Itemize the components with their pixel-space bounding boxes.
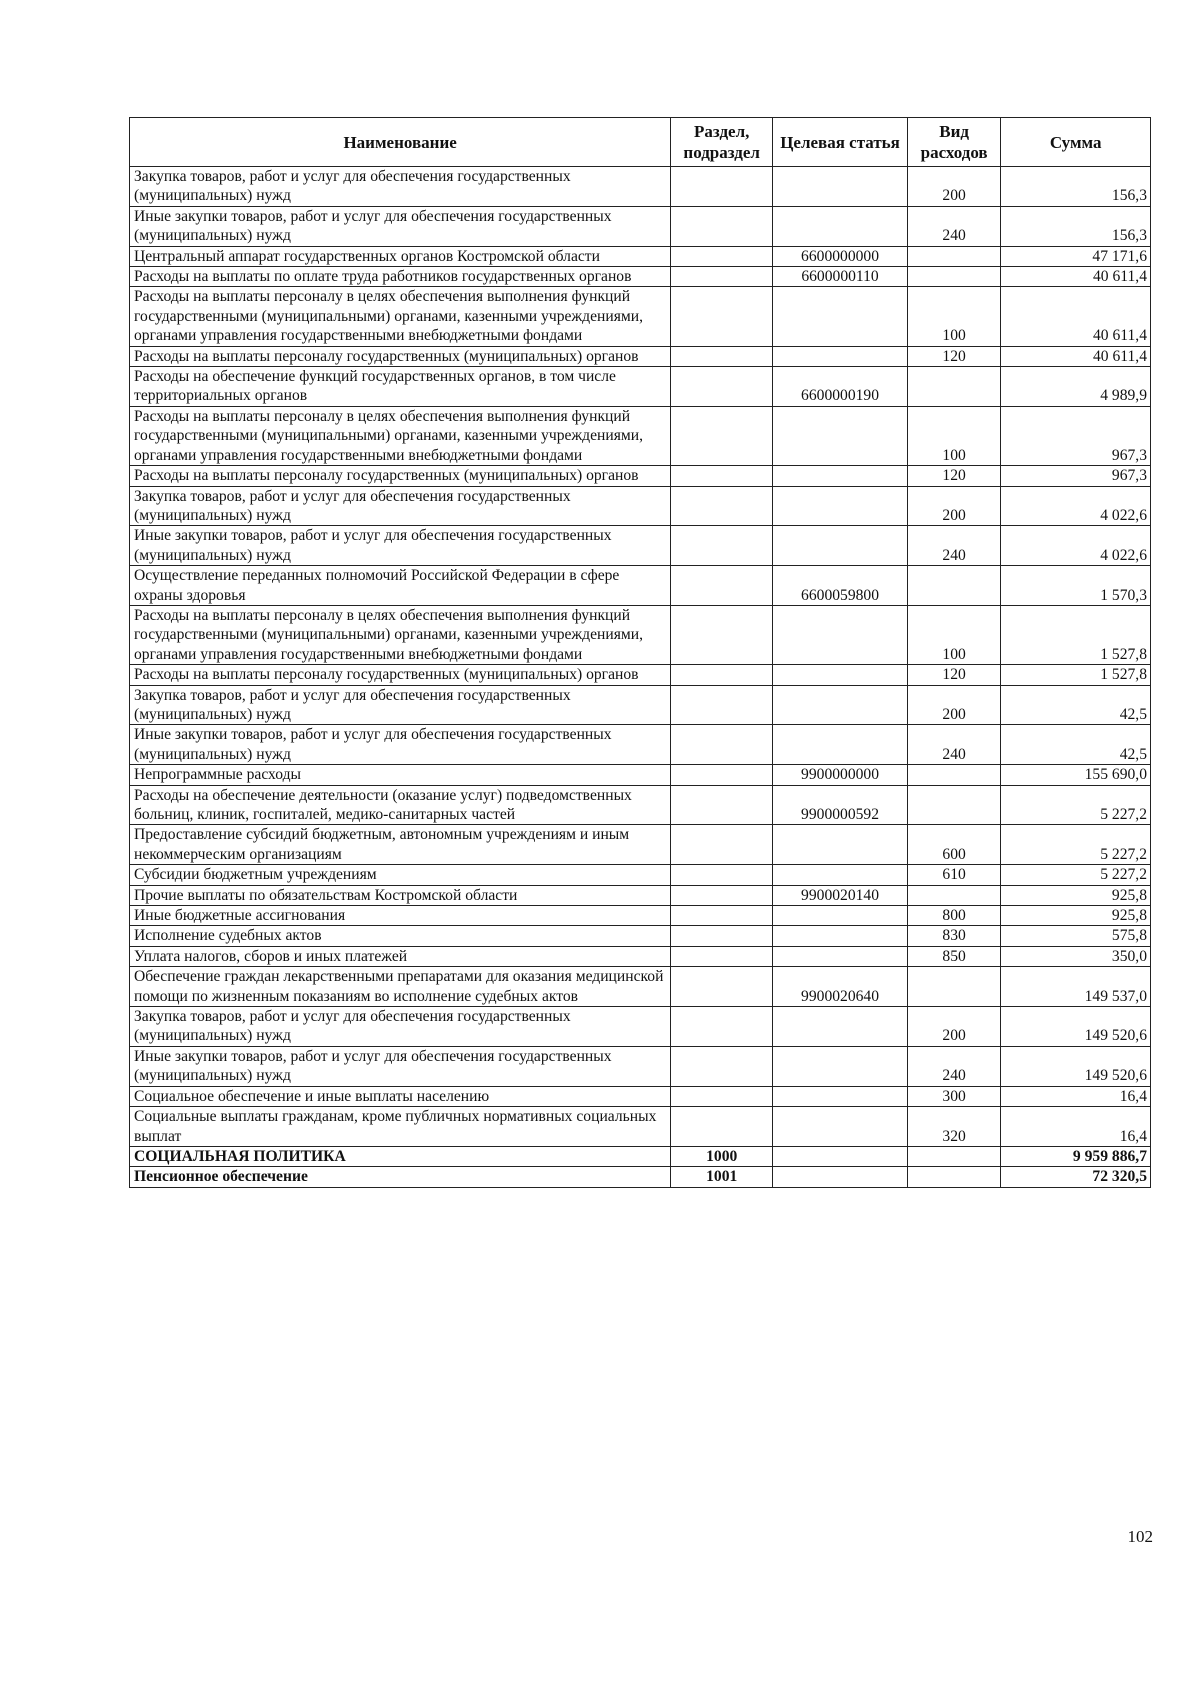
cell-kind — [907, 885, 1000, 905]
cell-kind: 830 — [907, 926, 1000, 946]
cell-section — [671, 206, 773, 246]
cell-target — [773, 406, 908, 465]
cell-name: Расходы на обеспечение деятельности (оказание услуг) подведомственных больниц, клиник, госпиталей, медико-санитарных частей — [130, 785, 671, 825]
cell-sum: 967,3 — [1001, 406, 1151, 465]
cell-name: Уплата налогов, сборов и иных платежей — [130, 946, 671, 966]
cell-target — [773, 486, 908, 526]
cell-section — [671, 367, 773, 407]
cell-kind: 240 — [907, 1046, 1000, 1086]
cell-target — [773, 167, 908, 207]
cell-kind: 200 — [907, 1007, 1000, 1047]
table-row — [130, 785, 1151, 825]
header-sum: Сумма — [1001, 118, 1151, 167]
cell-kind — [907, 967, 1000, 1007]
cell-sum: 40 611,4 — [1001, 267, 1151, 287]
cell-kind: 240 — [907, 526, 1000, 566]
cell-kind: 240 — [907, 206, 1000, 246]
table-row — [130, 685, 1151, 725]
cell-sum: 156,3 — [1001, 206, 1151, 246]
cell-section — [671, 1046, 773, 1086]
cell-kind — [907, 1146, 1000, 1166]
cell-sum: 42,5 — [1001, 725, 1151, 765]
cell-kind: 200 — [907, 486, 1000, 526]
cell-sum: 1 570,3 — [1001, 566, 1151, 606]
table-row — [130, 206, 1151, 246]
cell-target: 9900000000 — [773, 765, 908, 785]
cell-section — [671, 566, 773, 606]
cell-kind: 200 — [907, 167, 1000, 207]
table-row — [130, 246, 1151, 266]
cell-sum: 1 527,8 — [1001, 605, 1151, 664]
table-row — [130, 367, 1151, 407]
cell-target — [773, 946, 908, 966]
cell-target — [773, 725, 908, 765]
cell-target — [773, 1086, 908, 1106]
cell-name: Расходы на выплаты персоналу в целях обеспечения выполнения функций государственными (муниципальными) органами, казенными учреждениями, органами управления государственными внебюджетными фондами — [130, 287, 671, 346]
cell-section — [671, 346, 773, 366]
cell-sum: 925,8 — [1001, 885, 1151, 905]
table-row — [130, 267, 1151, 287]
cell-sum: 575,8 — [1001, 926, 1151, 946]
cell-section — [671, 765, 773, 785]
table-row — [130, 287, 1151, 346]
cell-target — [773, 1146, 908, 1166]
cell-target: 6600000190 — [773, 367, 908, 407]
cell-sum: 47 171,6 — [1001, 246, 1151, 266]
cell-section: 1001 — [671, 1167, 773, 1187]
cell-section — [671, 946, 773, 966]
cell-sum: 4 989,9 — [1001, 367, 1151, 407]
cell-sum: 40 611,4 — [1001, 287, 1151, 346]
cell-kind — [907, 765, 1000, 785]
cell-sum: 156,3 — [1001, 167, 1151, 207]
cell-name: Иные закупки товаров, работ и услуг для обеспечения государственных (муниципальных) нужд — [130, 1046, 671, 1086]
table-row — [130, 1107, 1151, 1147]
cell-name: Обеспечение граждан лекарственными препаратами для оказания медицинской помощи по жизненным показаниям во исполнение судебных актов — [130, 967, 671, 1007]
cell-name: Субсидии бюджетным учреждениям — [130, 865, 671, 885]
cell-target — [773, 665, 908, 685]
cell-kind — [907, 267, 1000, 287]
header-name: Наименование — [130, 118, 671, 167]
cell-target — [773, 906, 908, 926]
cell-kind: 200 — [907, 685, 1000, 725]
cell-name: Социальные выплаты гражданам, кроме публичных нормативных социальных выплат — [130, 1107, 671, 1147]
cell-section — [671, 725, 773, 765]
cell-kind: 320 — [907, 1107, 1000, 1147]
cell-kind: 120 — [907, 346, 1000, 366]
cell-section — [671, 406, 773, 465]
cell-target: 6600000000 — [773, 246, 908, 266]
cell-name: Закупка товаров, работ и услуг для обеспечения государственных (муниципальных) нужд — [130, 685, 671, 725]
cell-kind — [907, 1167, 1000, 1187]
cell-name: Расходы на выплаты персоналу в целях обеспечения выполнения функций государственными (муниципальными) органами, казенными учреждениями, органами управления государственными внебюджетными фондами — [130, 406, 671, 465]
cell-section — [671, 246, 773, 266]
cell-sum: 42,5 — [1001, 685, 1151, 725]
cell-kind — [907, 367, 1000, 407]
cell-target — [773, 466, 908, 486]
cell-sum: 967,3 — [1001, 466, 1151, 486]
cell-section — [671, 1107, 773, 1147]
cell-name: Расходы на обеспечение функций государственных органов, в том числе территориальных органов — [130, 367, 671, 407]
cell-sum: 350,0 — [1001, 946, 1151, 966]
cell-section — [671, 486, 773, 526]
cell-name: Исполнение судебных актов — [130, 926, 671, 946]
cell-kind: 100 — [907, 287, 1000, 346]
cell-section — [671, 1086, 773, 1106]
cell-target — [773, 287, 908, 346]
cell-target: 9900000592 — [773, 785, 908, 825]
table-row — [130, 906, 1151, 926]
cell-target: 9900020640 — [773, 967, 908, 1007]
cell-name: Прочие выплаты по обязательствам Костромской области — [130, 885, 671, 905]
table-row — [130, 486, 1151, 526]
cell-sum: 1 527,8 — [1001, 665, 1151, 685]
cell-section — [671, 605, 773, 664]
cell-name: Предоставление субсидий бюджетным, автономным учреждениям и иным некоммерческим организациям — [130, 825, 671, 865]
header-target: Целевая статья — [773, 118, 908, 167]
table-row — [130, 1086, 1151, 1106]
cell-sum: 149 520,6 — [1001, 1046, 1151, 1086]
cell-kind: 600 — [907, 825, 1000, 865]
cell-target — [773, 865, 908, 885]
cell-section — [671, 785, 773, 825]
cell-name: Расходы на выплаты по оплате труда работников государственных органов — [130, 267, 671, 287]
cell-target — [773, 926, 908, 946]
page-number: 102 — [1127, 1527, 1153, 1546]
table-row — [130, 1007, 1151, 1047]
table-row — [130, 526, 1151, 566]
table-row — [130, 865, 1151, 885]
cell-section — [671, 287, 773, 346]
cell-sum: 5 227,2 — [1001, 785, 1151, 825]
table-row — [130, 605, 1151, 664]
table-row — [130, 406, 1151, 465]
cell-name: Социальное обеспечение и иные выплаты населению — [130, 1086, 671, 1106]
cell-name: Закупка товаров, работ и услуг для обеспечения государственных (муниципальных) нужд — [130, 486, 671, 526]
cell-sum: 5 227,2 — [1001, 825, 1151, 865]
cell-name: СОЦИАЛЬНАЯ ПОЛИТИКА — [130, 1146, 671, 1166]
cell-section — [671, 267, 773, 287]
cell-section — [671, 665, 773, 685]
cell-name: Иные бюджетные ассигнования — [130, 906, 671, 926]
cell-kind: 100 — [907, 406, 1000, 465]
cell-sum: 925,8 — [1001, 906, 1151, 926]
cell-name: Центральный аппарат государственных органов Костромской области — [130, 246, 671, 266]
cell-section — [671, 825, 773, 865]
cell-section — [671, 926, 773, 946]
cell-target — [773, 206, 908, 246]
cell-sum: 40 611,4 — [1001, 346, 1151, 366]
cell-section — [671, 167, 773, 207]
table-row — [130, 1046, 1151, 1086]
table-row — [130, 466, 1151, 486]
cell-name: Расходы на выплаты персоналу государственных (муниципальных) органов — [130, 346, 671, 366]
cell-sum: 149 520,6 — [1001, 1007, 1151, 1047]
cell-kind: 240 — [907, 725, 1000, 765]
cell-kind: 850 — [907, 946, 1000, 966]
cell-section — [671, 685, 773, 725]
cell-target: 9900020140 — [773, 885, 908, 905]
cell-sum: 16,4 — [1001, 1086, 1151, 1106]
table-row — [130, 665, 1151, 685]
cell-sum: 4 022,6 — [1001, 486, 1151, 526]
cell-name: Иные закупки товаров, работ и услуг для обеспечения государственных (муниципальных) нужд — [130, 725, 671, 765]
cell-sum: 155 690,0 — [1001, 765, 1151, 785]
cell-sum: 5 227,2 — [1001, 865, 1151, 885]
cell-section — [671, 906, 773, 926]
cell-kind: 120 — [907, 466, 1000, 486]
cell-sum: 9 959 886,7 — [1001, 1146, 1151, 1166]
cell-name: Расходы на выплаты персоналу государственных (муниципальных) органов — [130, 466, 671, 486]
cell-section — [671, 865, 773, 885]
table-row — [130, 967, 1151, 1007]
cell-sum: 4 022,6 — [1001, 526, 1151, 566]
cell-target — [773, 685, 908, 725]
cell-name: Закупка товаров, работ и услуг для обеспечения государственных (муниципальных) нужд — [130, 167, 671, 207]
cell-name: Пенсионное обеспечение — [130, 1167, 671, 1187]
table-body — [130, 167, 1151, 1188]
cell-target — [773, 825, 908, 865]
cell-section — [671, 885, 773, 905]
table-row — [130, 885, 1151, 905]
cell-sum: 149 537,0 — [1001, 967, 1151, 1007]
cell-name: Иные закупки товаров, работ и услуг для обеспечения государственных (муниципальных) нужд — [130, 206, 671, 246]
table-row — [130, 946, 1151, 966]
cell-kind: 100 — [907, 605, 1000, 664]
cell-name: Закупка товаров, работ и услуг для обеспечения государственных (муниципальных) нужд — [130, 1007, 671, 1047]
cell-name: Непрограммные расходы — [130, 765, 671, 785]
table-row — [130, 566, 1151, 606]
cell-kind: 120 — [907, 665, 1000, 685]
cell-kind — [907, 246, 1000, 266]
cell-sum: 72 320,5 — [1001, 1167, 1151, 1187]
cell-name: Осуществление переданных полномочий Российской Федерации в сфере охраны здоровья — [130, 566, 671, 606]
cell-target — [773, 1007, 908, 1047]
cell-section — [671, 526, 773, 566]
table-header-row — [130, 118, 1151, 167]
cell-target: 6600059800 — [773, 566, 908, 606]
cell-kind: 300 — [907, 1086, 1000, 1106]
header-section: Раздел, подраздел — [671, 118, 773, 167]
budget-table — [129, 117, 1151, 1188]
table-row — [130, 926, 1151, 946]
cell-target — [773, 346, 908, 366]
cell-target — [773, 1167, 908, 1187]
cell-kind — [907, 566, 1000, 606]
cell-target — [773, 605, 908, 664]
cell-sum: 16,4 — [1001, 1107, 1151, 1147]
cell-section: 1000 — [671, 1146, 773, 1166]
cell-target: 6600000110 — [773, 267, 908, 287]
cell-name: Иные закупки товаров, работ и услуг для обеспечения государственных (муниципальных) нужд — [130, 526, 671, 566]
cell-kind: 610 — [907, 865, 1000, 885]
cell-section — [671, 1007, 773, 1047]
cell-target — [773, 1046, 908, 1086]
header-kind: Вид расходов — [907, 118, 1000, 167]
cell-target — [773, 1107, 908, 1147]
cell-section — [671, 466, 773, 486]
cell-section — [671, 967, 773, 1007]
table-row — [130, 1146, 1151, 1166]
table-row — [130, 167, 1151, 207]
cell-kind: 800 — [907, 906, 1000, 926]
cell-target — [773, 526, 908, 566]
table-row — [130, 765, 1151, 785]
table-row — [130, 1167, 1151, 1187]
cell-name: Расходы на выплаты персоналу государственных (муниципальных) органов — [130, 665, 671, 685]
cell-kind — [907, 785, 1000, 825]
table-row — [130, 825, 1151, 865]
table-row — [130, 725, 1151, 765]
cell-name: Расходы на выплаты персоналу в целях обеспечения выполнения функций государственными (муниципальными) органами, казенными учреждениями, органами управления государственными внебюджетными фондами — [130, 605, 671, 664]
table-row — [130, 346, 1151, 366]
